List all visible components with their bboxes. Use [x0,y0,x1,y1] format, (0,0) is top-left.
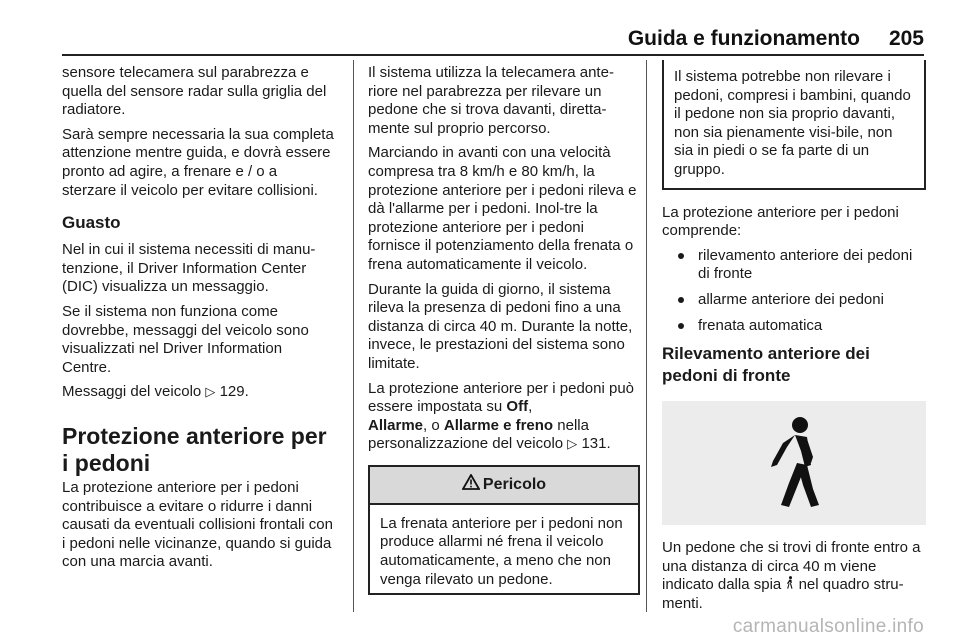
ref-link[interactable]: 131. [581,435,611,453]
warning-triangle-icon [462,474,480,496]
paragraph-settings: La protezione anteriore per i pedoni può essere impostata su Off, Allarme, o Allarme e freno nella personalizzazione del veicolo ▷ 131. [368,379,635,453]
column-1 [62,64,334,578]
list-item: rilevamento anteriore dei pedoni di fronte [662,247,926,284]
section-title: Guida e funzionamento [627,27,860,50]
column-divider [646,60,647,612]
list-item: allarme anteriore dei pedoni [662,291,926,310]
ref-text: Messaggi del veicolo [62,383,202,401]
paragraph: La protezione anteriore per i pedoni comprende: [662,203,899,240]
heading-guasto: Guasto [62,213,121,233]
watermark: carmanualsonline.info [732,616,924,637]
paragraph: Nel in cui il sistema necessiti di manu-tenzione, il Driver Information Center (DIC) visualizza un messaggio. [62,241,316,296]
option-allarme-freno: Allarme e freno [443,416,554,434]
warning-title: Pericolo [482,475,547,493]
warning-box [368,465,640,595]
column-3 [662,64,926,620]
arrow-ref-icon: ▷ [567,437,578,453]
paragraph: Durante la guida di giorno, il sistema rileva la presenza di pedoni fino a una distanza di circa 40 m. Durante la notte, invece, le prestazioni del sistema sono limitate. [368,280,633,372]
warning-header [370,467,638,505]
list-item: frenata automatica [662,317,926,336]
paragraph: Marciando in avanti con una velocità compresa tra 8 km/h e 80 km/h, la protezione anteriore per i pedoni rileva e dà l'allarme per i pedoni. Inol-tre la protezione anteriore per i pedoni fornisce il potenziamento della frenata o frena automaticamente il veicolo. [368,144,637,273]
paragraph-ref [62,383,334,403]
pedestrian-illustration [662,401,926,525]
paragraph-spia: Un pedone che si trovi di fronte entro a una distanza di circa 40 m viene indicato dalla spia nel quadro stru-menti. [662,539,921,612]
header-rule [62,54,924,56]
pedestrian-icon [759,413,829,513]
heading-rilevamento: Rilevamento anteriore dei pedoni di fronte [662,344,870,386]
warning-body: La frenata anteriore per i pedoni non produce allarmi né frena il veicolo automaticamente, a meno che non venga rilevato un pedone. [380,514,623,588]
feature-list [662,247,926,335]
column-divider [353,60,354,612]
paragraph: Il sistema utilizza la telecamera ante-riore nel parabrezza per rilevare un pedone che si trova davanti, diretta-mente sul proprio percorso. [368,64,614,137]
ref-link[interactable]: 129. [219,383,249,401]
paragraph: Se il sistema non funziona come dovrebbe, messaggi del veicolo sono visualizzati nel Driver Information Centre. [62,302,309,376]
page-header [0,0,960,56]
option-off: Off [506,398,529,416]
heading-protezione: Protezione anteriore per i pedoni [62,422,327,476]
page-number: 205 [888,27,924,50]
paragraph: sensore telecamera sul parabrezza e quella del sensore radar sulla griglia del radiatore. [62,64,327,119]
paragraph: La protezione anteriore per i pedoni contribuisce a evitare o ridurre i danni causati da eventuali collisioni frontali con i pedoni nelle vicinanze, quando si guida con una marcia avanti. [62,478,333,571]
option-allarme: Allarme [368,416,424,434]
paragraph: Sarà sempre necessaria la sua completa attenzione mentre guida, e dovrà essere pronto ad agire, a frenare e / o a sterzare il veicolo per evitare collisioni. [62,125,334,199]
column-2 [368,64,640,595]
warning-box-continued: Il sistema potrebbe non rilevare i pedoni, compresi i bambini, quando il pedone non sia proprio davanti, non sia pienamente visi-bile, non sia in piedi o se fa parte di un gruppo. [662,60,926,190]
arrow-ref-icon: ▷ [205,385,216,401]
